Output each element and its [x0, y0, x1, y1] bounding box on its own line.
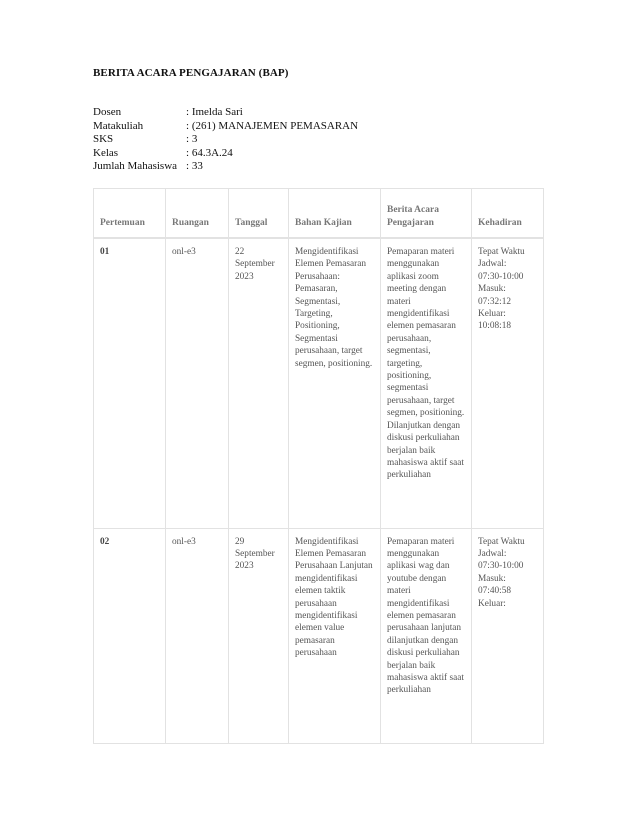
- info-row-sks: [93, 133, 358, 147]
- table-row: [94, 528, 544, 743]
- info-value: : (261) MANAJEMEN PEMASARAN: [186, 120, 358, 134]
- kehadiran-line: Keluar:: [478, 309, 506, 320]
- table-row: [94, 238, 544, 528]
- info-label: Kelas: [93, 146, 119, 159]
- kehadiran-line: 07:32:12: [478, 296, 512, 307]
- info-value: : 33: [186, 160, 203, 174]
- kehadiran-line: Jadwal:: [478, 259, 507, 270]
- cell-kehadiran: [472, 238, 544, 528]
- cell-berita-acara: Pemaparan materi menggunakan aplikasi zoom meeting dengan materi mengidentifikasi elemen pemasaran perusahaan, segmentasi, targeting, positioning, segmentasi perusahaan, target segmen, positioning. Dilanjutkan dengan diskusi perkuliahan berjalan baik mahasiswa aktif saat perkuliahan: [381, 238, 472, 528]
- info-row-kelas: [93, 147, 358, 161]
- header-berita-acara: Berita Acara Pengajaran: [381, 189, 472, 239]
- info-label: SKS: [93, 133, 114, 146]
- kehadiran-line: 10:08:18: [478, 321, 512, 332]
- kehadiran-line: 07:30-10:00: [478, 271, 524, 282]
- header-tanggal: Tanggal: [229, 189, 289, 239]
- kehadiran-line: 07:30-10:00: [478, 561, 524, 572]
- cell-berita-acara: Pemaparan materi menggunakan aplikasi wag dan youtube dengan materi mengidentifikasi elemen pemasaran perusahaan lanjutan dilanjutkan dengan diskusi perkuliahan berjalan baik mahasiswa aktif saat perkuliahan: [381, 528, 472, 743]
- kehadiran-line: Tepat Waktu: [478, 247, 525, 257]
- header-pertemuan: Pertemuan: [94, 189, 166, 239]
- document-title: BERITA ACARA PENGAJARAN (BAP): [93, 67, 289, 79]
- cell-bahan-kajian: Mengidentifikasi Elemen Pemasaran Perusahaan Lanjutan mengidentifikasi elemen taktik perusahaan mengidentifikasi elemen value pemasaran perusahaan: [289, 528, 381, 743]
- cell-ruangan: onl-e3: [166, 528, 229, 743]
- cell-pertemuan: 02: [94, 528, 166, 743]
- info-block: [93, 106, 358, 174]
- header-kehadiran: Kehadiran: [472, 189, 544, 239]
- info-value: : Imelda Sari: [186, 106, 243, 120]
- info-label: Jumlah Mahasiswa: [93, 160, 178, 173]
- bap-table: [93, 188, 544, 744]
- info-row-jumlah-mahasiswa: [93, 160, 358, 174]
- cell-bahan-kajian: Mengidentifikasi Elemen Pemasaran Perusahaan: Pemasaran, Segmentasi, Targeting, Positioning, Segmentasi perusahaan, target segmen, positioning.: [289, 238, 381, 528]
- info-label: Matakuliah: [93, 119, 144, 132]
- kehadiran-line: 07:40:58: [478, 586, 512, 597]
- header-ruangan: Ruangan: [166, 189, 229, 239]
- table-header-row: [94, 189, 544, 239]
- cell-tanggal: 29 September 2023: [229, 528, 289, 743]
- kehadiran-line: Keluar:: [478, 598, 506, 609]
- info-row-matakuliah: [93, 120, 358, 134]
- kehadiran-line: Tepat Waktu: [478, 536, 525, 547]
- cell-ruangan: onl-e3: [166, 238, 229, 528]
- kehadiran-line: Masuk:: [478, 284, 506, 295]
- kehadiran-line: Jadwal:: [478, 548, 507, 559]
- info-value: : 64.3A.24: [186, 147, 233, 161]
- info-row-dosen: [93, 106, 358, 120]
- kehadiran-line: Masuk:: [478, 573, 506, 584]
- cell-pertemuan: 01: [94, 238, 166, 528]
- header-bahan-kajian: Bahan Kajian: [289, 189, 381, 239]
- cell-kehadiran: [472, 528, 544, 743]
- cell-tanggal: 22 September 2023: [229, 238, 289, 528]
- info-value: : 3: [186, 133, 197, 147]
- info-label: Dosen: [93, 106, 122, 118]
